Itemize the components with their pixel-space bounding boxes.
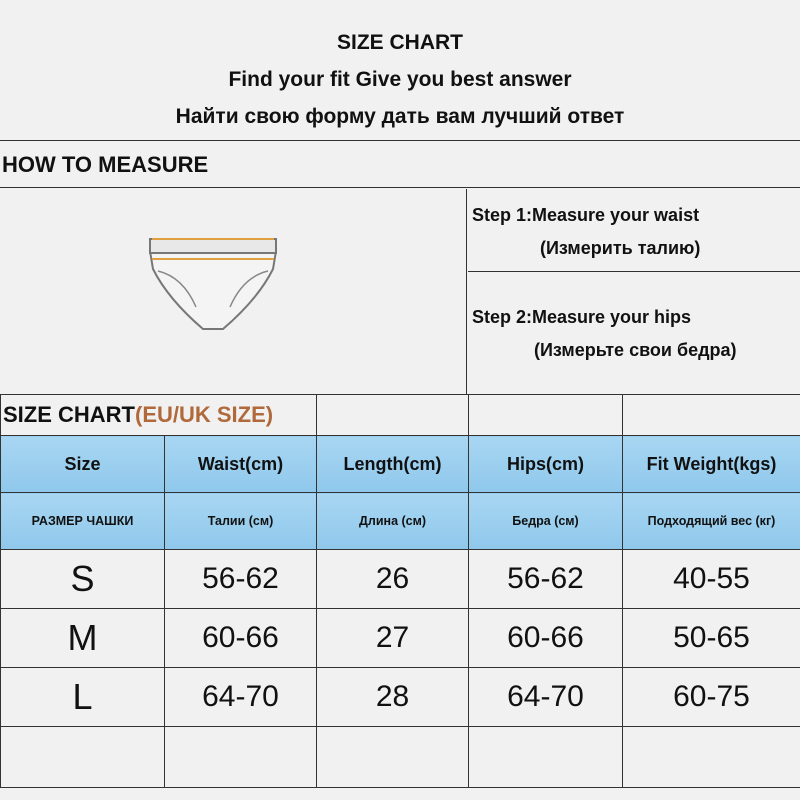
column-header-ru: Длина (см)	[317, 493, 469, 550]
page-title: SIZE CHART	[337, 31, 463, 54]
weight-cell: 60-75	[623, 668, 800, 727]
weight-cell: 40-55	[623, 550, 800, 609]
empty-cell	[469, 727, 623, 788]
table-row	[1, 550, 800, 609]
measure-section	[0, 189, 800, 394]
waist-cell: 60-66	[165, 609, 317, 668]
step-1-ru: (Измерить талию)	[540, 238, 701, 258]
page-header	[0, 0, 800, 140]
hips-cell: 60-66	[469, 609, 623, 668]
size-chart-region: (EU/UK SIZE)	[135, 402, 274, 427]
empty-cell	[317, 395, 469, 436]
column-header-ru: РАЗМЕР ЧАШКИ	[1, 493, 165, 550]
weight-cell: 50-65	[623, 609, 800, 668]
step-2-en: Step 2:Measure your hips	[472, 307, 692, 327]
empty-cell	[623, 395, 800, 436]
column-header: Waist(cm)	[165, 436, 317, 493]
column-header-ru: Бедра (см)	[469, 493, 623, 550]
size-chart-table	[0, 394, 800, 788]
column-header-ru-row	[1, 493, 800, 550]
column-header-ru: Подходящий вес (кг)	[623, 493, 800, 550]
size-cell: S	[1, 550, 165, 609]
subtitle-en: Find your fit Give you best answer	[228, 68, 572, 91]
column-header: Size	[1, 436, 165, 493]
length-cell: 26	[317, 550, 469, 609]
column-header-ru: Талии (см)	[165, 493, 317, 550]
empty-cell	[317, 727, 469, 788]
step-2-ru: (Измерьте свои бедра)	[534, 340, 737, 360]
length-cell: 28	[317, 668, 469, 727]
empty-row	[1, 727, 800, 788]
how-to-measure-heading: HOW TO MEASURE	[0, 140, 800, 188]
table-row	[1, 609, 800, 668]
illustration-panel	[0, 189, 467, 394]
column-header: Fit Weight(kgs)	[623, 436, 800, 493]
subtitle-ru: Найти свою форму дать вам лучший ответ	[175, 105, 625, 128]
step-2	[468, 272, 800, 394]
waist-cell: 56-62	[165, 550, 317, 609]
briefs-icon	[128, 199, 298, 339]
hips-cell: 56-62	[469, 550, 623, 609]
step-1-en: Step 1:Measure your waist	[472, 205, 700, 225]
empty-cell	[623, 727, 800, 788]
waist-cell: 64-70	[165, 668, 317, 727]
empty-cell	[1, 727, 165, 788]
step-1	[468, 189, 800, 272]
empty-cell	[469, 395, 623, 436]
column-header-row	[1, 436, 800, 493]
empty-cell	[165, 727, 317, 788]
table-row	[1, 668, 800, 727]
size-cell: L	[1, 668, 165, 727]
column-header: Hips(cm)	[469, 436, 623, 493]
hips-cell: 64-70	[469, 668, 623, 727]
length-cell: 27	[317, 609, 469, 668]
size-cell: M	[1, 609, 165, 668]
size-chart-title-row	[1, 395, 800, 436]
column-header: Length(cm)	[317, 436, 469, 493]
size-chart-title: SIZE CHART(EU/UK SIZE)	[1, 395, 317, 436]
